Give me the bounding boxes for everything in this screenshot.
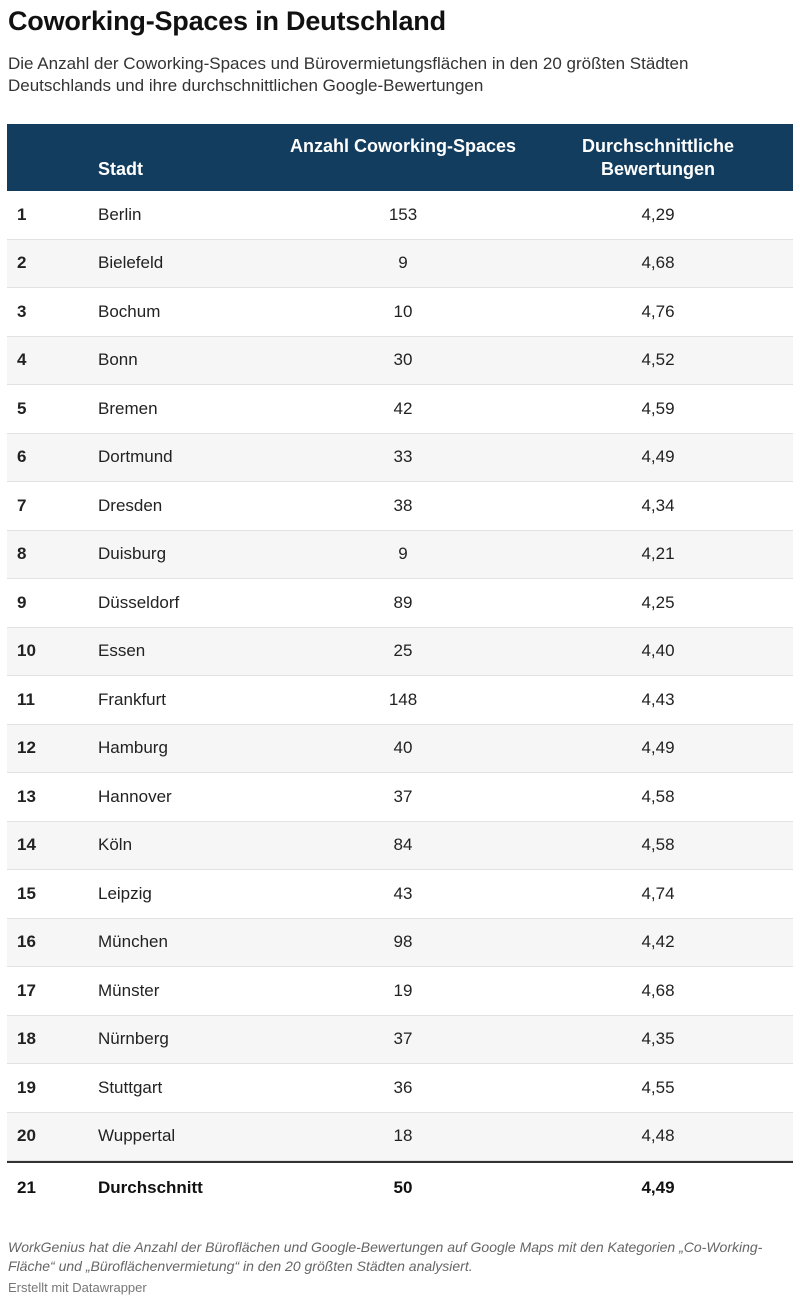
row-rating: 4,43 — [641, 689, 675, 709]
data-table — [7, 124, 793, 1212]
row-rating: 4,34 — [641, 495, 675, 515]
row-city: Bochum — [98, 301, 161, 321]
row-rating: 4,35 — [641, 1029, 675, 1049]
row-rank: 2 — [17, 253, 27, 273]
row-city: Wuppertal — [98, 1126, 176, 1146]
row-rank: 6 — [17, 447, 27, 467]
table-row — [7, 676, 793, 725]
row-rating: 4,48 — [641, 1126, 675, 1146]
table-row — [7, 919, 793, 968]
row-city: Frankfurt — [98, 689, 167, 709]
row-count: 37 — [393, 786, 413, 806]
row-rank: 11 — [17, 689, 35, 709]
table-row — [7, 1113, 793, 1162]
column-header-city[interactable]: Stadt — [98, 159, 143, 179]
row-rank: 5 — [17, 398, 27, 418]
row-city: Düsseldorf — [98, 592, 180, 612]
table-body — [7, 191, 793, 1161]
row-count: 30 — [393, 350, 413, 370]
row-count: 33 — [393, 447, 413, 467]
row-city: Essen — [98, 641, 146, 661]
row-city: Duisburg — [98, 544, 167, 564]
average-count: 50 — [393, 1177, 413, 1197]
table-row — [7, 870, 793, 919]
row-count: 37 — [393, 1029, 413, 1049]
average-label: Durchschnitt — [98, 1177, 203, 1197]
row-rating: 4,55 — [641, 1077, 675, 1097]
row-city: Hamburg — [98, 738, 168, 758]
row-rank: 4 — [17, 350, 27, 370]
row-rank: 14 — [17, 835, 36, 855]
row-city: Nürnberg — [98, 1029, 169, 1049]
row-rank: 7 — [17, 495, 27, 515]
table-row — [7, 191, 793, 240]
table-row-average — [7, 1161, 793, 1212]
table-row — [7, 1064, 793, 1113]
row-city: Leipzig — [98, 883, 152, 903]
row-rank: 3 — [17, 301, 27, 321]
row-count: 19 — [393, 980, 413, 1000]
table-row — [7, 579, 793, 628]
row-city: Köln — [98, 835, 133, 855]
row-count: 153 — [388, 204, 418, 224]
column-header-rating[interactable]: Durchschnittliche Bewertungen — [581, 136, 735, 179]
row-count: 40 — [393, 738, 413, 758]
row-count: 89 — [393, 592, 413, 612]
row-rating: 4,74 — [641, 883, 675, 903]
row-city: Dresden — [98, 495, 163, 515]
row-rank: 16 — [17, 932, 36, 952]
row-count: 38 — [393, 495, 413, 515]
row-rating: 4,68 — [641, 980, 675, 1000]
row-count: 36 — [393, 1077, 413, 1097]
row-rating: 4,29 — [641, 204, 675, 224]
row-rank: 10 — [17, 641, 36, 661]
row-city: Stuttgart — [98, 1077, 163, 1097]
row-rank: 18 — [17, 1029, 36, 1049]
table-header — [7, 124, 793, 191]
row-rating: 4,49 — [641, 738, 675, 758]
row-rank: 20 — [17, 1126, 36, 1146]
row-rank: 12 — [17, 738, 36, 758]
row-rank: 8 — [17, 544, 27, 564]
row-count: 42 — [393, 398, 413, 418]
row-rating: 4,58 — [641, 835, 675, 855]
table-row — [7, 385, 793, 434]
row-count: 18 — [393, 1126, 413, 1146]
table-row — [7, 1016, 793, 1065]
chart-credit: Erstellt mit Datawrapper — [8, 1280, 147, 1295]
row-rating: 4,59 — [641, 398, 675, 418]
row-count: 25 — [393, 641, 413, 661]
table-row — [7, 967, 793, 1016]
table-row — [7, 773, 793, 822]
row-rating: 4,58 — [641, 786, 675, 806]
table-row — [7, 725, 793, 774]
table-row — [7, 482, 793, 531]
row-rank: 9 — [17, 592, 27, 612]
row-rating: 4,42 — [641, 932, 675, 952]
row-city: Bielefeld — [98, 253, 164, 273]
row-city: München — [98, 932, 168, 952]
row-rank: 15 — [17, 883, 36, 903]
table-row — [7, 240, 793, 289]
row-city: Dortmund — [98, 447, 173, 467]
row-rank: 17 — [17, 980, 36, 1000]
row-city: Hannover — [98, 786, 172, 806]
chart-notes: WorkGenius hat die Anzahl der Büroflächen und Google-Bewertungen auf Google Maps mit den Kategorien „Co-Working-Fläche“ und „Büroflächenvermietung“ in den 20 größten Städten analysiert. — [8, 1239, 763, 1274]
row-city: Bremen — [98, 398, 158, 418]
row-count: 10 — [393, 301, 413, 321]
row-count: 84 — [393, 835, 413, 855]
table-row — [7, 288, 793, 337]
row-rating: 4,52 — [641, 350, 675, 370]
chart-subtitle: Die Anzahl der Coworking-Spaces und Bürovermietungsflächen in den 20 größten Städten Deutschlands und ihre durchschnittlichen Google-Bewertungen — [8, 54, 689, 95]
chart-title: Coworking-Spaces in Deutschland — [8, 6, 446, 36]
average-rank: 21 — [17, 1177, 36, 1197]
row-city: Bonn — [98, 350, 138, 370]
row-rating: 4,76 — [641, 301, 675, 321]
row-rank: 1 — [17, 204, 27, 224]
row-count: 148 — [388, 689, 418, 709]
column-header-count[interactable]: Anzahl Coworking-Spaces — [289, 136, 517, 156]
table-row — [7, 434, 793, 483]
row-city: Berlin — [98, 204, 142, 224]
table-row — [7, 822, 793, 871]
row-count: 98 — [393, 932, 413, 952]
row-city: Münster — [98, 980, 160, 1000]
table-row — [7, 337, 793, 386]
row-rating: 4,49 — [641, 447, 675, 467]
row-count: 43 — [393, 883, 413, 903]
row-count: 9 — [398, 253, 408, 273]
row-rating: 4,25 — [641, 592, 675, 612]
average-rating: 4,49 — [641, 1177, 675, 1197]
row-rank: 13 — [17, 786, 36, 806]
table-row — [7, 628, 793, 677]
row-rank: 19 — [17, 1077, 36, 1097]
table-row — [7, 531, 793, 580]
row-rating: 4,21 — [641, 544, 675, 564]
row-rating: 4,40 — [641, 641, 675, 661]
row-rating: 4,68 — [641, 253, 675, 273]
row-count: 9 — [398, 544, 408, 564]
